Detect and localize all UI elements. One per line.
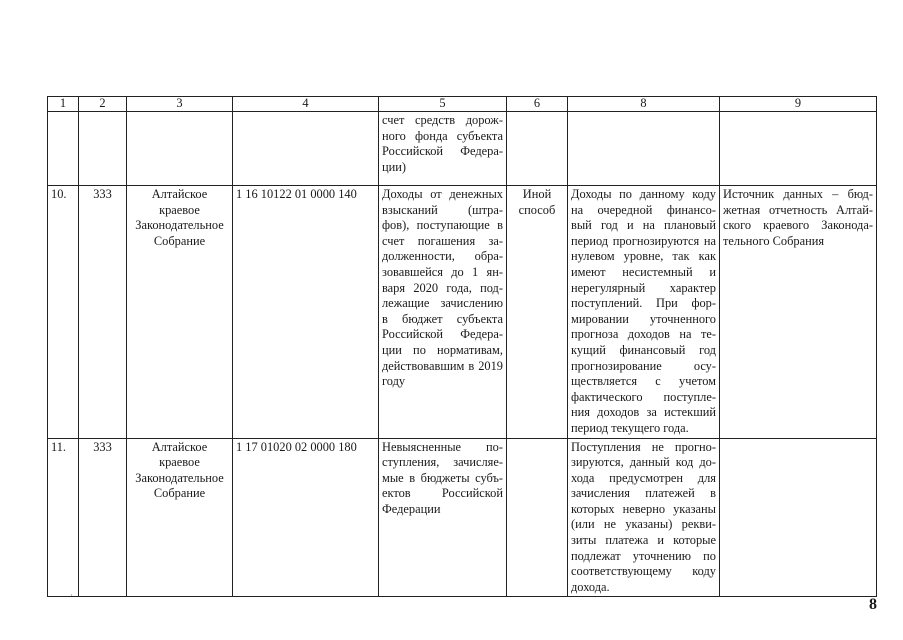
forecast-cell: Доходы по данному коду на очередной финансо- вый год и на плановый период прогнозируются на нулевом уровне, так как имеют несистемный и нерегулярный характер поступлений. При фор- мировании уточненного прогноза доходов на те- кущий финансовый год прогнозирование осу- ществляется с учетом фактического поступле- ния доходов за истекший период текущего года. xyxy=(568,186,720,439)
header-cell: 8 xyxy=(568,97,720,112)
header-cell: 1 xyxy=(48,97,79,112)
empty-cell xyxy=(79,112,127,186)
administrator-name: Алтайское краевое Законодательное Собрание xyxy=(127,186,233,439)
header-cell: 2 xyxy=(79,97,127,112)
empty-cell xyxy=(507,112,568,186)
empty-cell xyxy=(48,112,79,186)
header-cell: 4 xyxy=(233,97,379,112)
continuation-row xyxy=(48,112,877,186)
source-cell xyxy=(720,438,877,597)
page-number: 8 xyxy=(869,596,877,613)
kbk-code: 1 17 01020 02 0000 180 xyxy=(233,438,379,597)
kbk-code: 1 16 10122 01 0000 140 xyxy=(233,186,379,439)
empty-cell xyxy=(720,112,877,186)
header-cell: 6 xyxy=(507,97,568,112)
empty-cell xyxy=(127,112,233,186)
description-cell: Невыясненные по- ступления, зачисляе- мые в бюджеты субъ- ектов Российской Федерации xyxy=(379,438,507,597)
method-cell: Иной способ xyxy=(507,186,568,439)
method-cell xyxy=(507,438,568,597)
header-cell: 9 xyxy=(720,97,877,112)
scan-speck: · xyxy=(70,590,73,600)
description-cell: счет средств дорож- ного фонда субъекта Российской Федера- ции) xyxy=(379,112,507,186)
budget-revenue-table xyxy=(47,96,877,597)
admin-code: 333 xyxy=(79,186,127,439)
source-cell: Источник данных – бюд- жетная отчетность Алтай- ского краевого Законода- тельного Собрания xyxy=(720,186,877,439)
header-cell: 5 xyxy=(379,97,507,112)
admin-code: 333 xyxy=(79,438,127,597)
description-cell: Доходы от денежных взысканий (штра- фов), поступающие в счет погашения за- долженности, обра- зовавшейся до 1 ян- варя 2020 года, под- лежащие зачислению в бюджет субъекта Российской Федера- ции по нормативам, действовавшим в 2019 году xyxy=(379,186,507,439)
header-cell: 3 xyxy=(127,97,233,112)
empty-cell xyxy=(568,112,720,186)
forecast-cell: Поступления не прогно- зируются, данный код до- хода предусмотрен для зачисления платежей в которых неверно указаны (или не указаны) рекви- зиты платежа и которые подлежат уточнению по соответствующему коду дохода. xyxy=(568,438,720,597)
row-number: 10. xyxy=(48,186,79,439)
header-row xyxy=(48,97,877,112)
table-row xyxy=(48,438,877,597)
table-row xyxy=(48,186,877,439)
administrator-name: Алтайское краевое Законодательное Собрание xyxy=(127,438,233,597)
row-number: 11. xyxy=(48,438,79,597)
empty-cell xyxy=(233,112,379,186)
